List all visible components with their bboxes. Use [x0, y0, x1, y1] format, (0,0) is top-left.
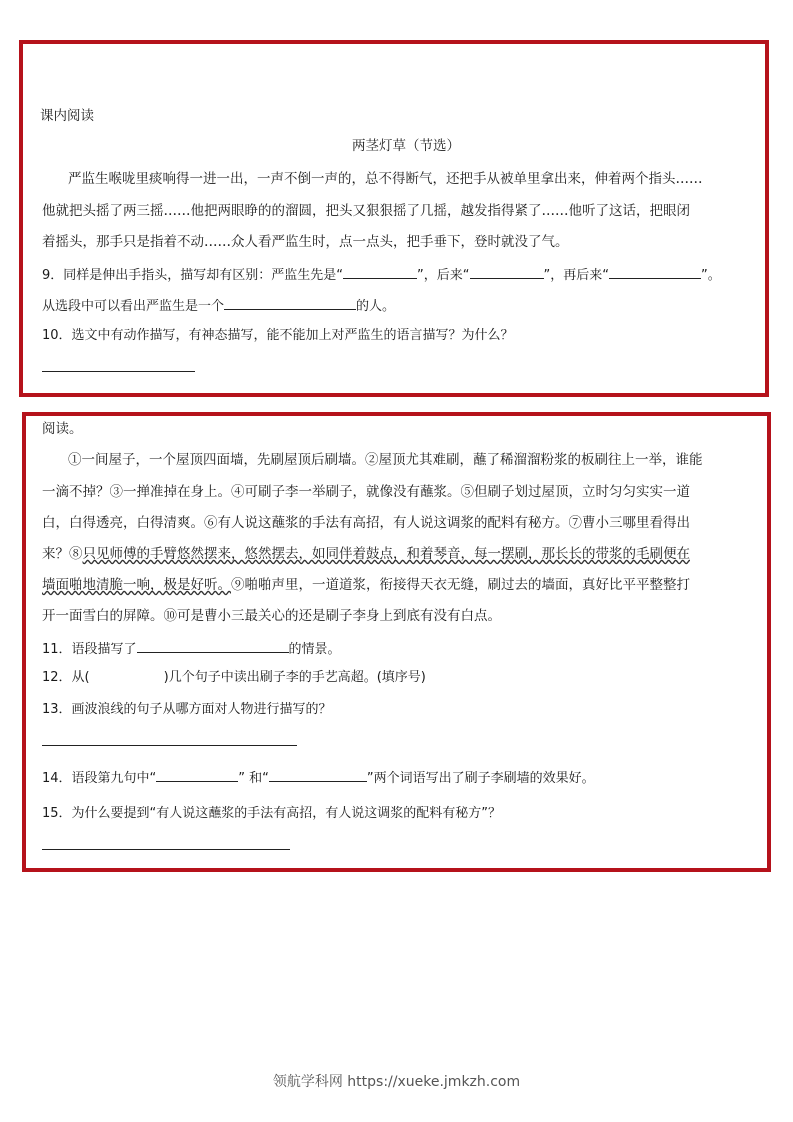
passage-title: 两茎灯草（节选）: [352, 138, 460, 154]
question-12: 12．从( )几个句子中读出刷子李的手艺高超。(填序号): [42, 670, 426, 685]
q9-blank-2[interactable]: [470, 264, 544, 279]
q14-blank-2[interactable]: [269, 767, 367, 782]
q15-answer-line[interactable]: [42, 849, 290, 850]
q9-blank-3[interactable]: [609, 264, 701, 279]
section1-heading: 课内阅读: [40, 108, 94, 124]
passage2-line1: ①一间屋子，一个屋顶四面墙，先刷屋顶后刷墙。②屋顶尤其难刷，蘸了稀溜溜粉浆的板刷往上一举，谁能: [68, 452, 703, 468]
wavy-sentence-part2: 墙面啪地清脆一响，极是好听。: [42, 577, 231, 593]
question-14: 14．语段第九句中“ ” 和“ ”两个词语写出了刷子李刷墙的效果好。: [42, 767, 595, 788]
question-9-line2: 从选段中可以看出严监生是一个 的人。: [42, 295, 395, 316]
passage2-line3: 白，白得透亮，白得清爽。⑥有人说这蘸浆的手法有高招，有人说这调浆的配料有秘方。⑦曹小三哪里看得出: [42, 515, 690, 531]
passage2-line5: 墙面啪地清脆一响，极是好听。⑨啪啪声里，一道道浆，衔接得天衣无缝，刷过去的墙面，真好比平平整整打: [42, 577, 690, 593]
question-9: 9．同样是伸出手指头，描写却有区别：严监生先是“ ”，后来“ ”，再后来“ ”。: [42, 264, 721, 285]
question-11: 11．语段描写了 的情景。: [42, 638, 341, 659]
section2-heading: 阅读。: [42, 421, 83, 437]
passage1-line2: 他就把头摇了两三摇……他把两眼睁的的溜圆，把头又狠狠摇了几摇，越发指得紧了……他听了这话，把眼闭: [42, 203, 690, 219]
q11-blank[interactable]: [137, 638, 289, 653]
q9-blank-1[interactable]: [343, 264, 417, 279]
question-10: 10．选文中有动作描写，有神态描写，能不能加上对严监生的语言描写？为什么？: [42, 328, 514, 343]
passage2-line4: 来？⑧只见师傅的手臂悠然摆来，悠然摆去，如同伴着鼓点，和着琴音，每一摆刷，那长长的带浆的毛刷便在: [42, 546, 690, 562]
passage2-line2: 一滴不掉？③一掸准掉在身上。④可刷子李一举刷子，就像没有蘸浆。⑤但刷子划过屋顶，立时匀匀实实一道: [42, 484, 690, 500]
q13-answer-line[interactable]: [42, 745, 297, 746]
passage1-line3: 着摇头，那手只是指着不动……众人看严监生时，点一点头，把手垂下，登时就没了气。: [42, 234, 569, 250]
q14-blank-1[interactable]: [156, 767, 238, 782]
passage1-line1: 严监生喉咙里痰响得一进一出，一声不倒一声的，总不得断气，还把手从被单里拿出来，伸着两个指头……: [68, 171, 703, 187]
question-15: 15．为什么要提到“有人说这蘸浆的手法有高招，有人说这调浆的配料有秘方”？: [42, 806, 502, 821]
q9-blank-4[interactable]: [224, 295, 356, 310]
footer-watermark: 领航学科网 https://xueke.jmkzh.com: [272, 1074, 521, 1090]
passage2-line6: 开一面雪白的屏障。⑩可是曹小三最关心的还是刷子李身上到底有没有白点。: [42, 608, 501, 624]
q10-answer-line[interactable]: [42, 371, 195, 372]
wavy-sentence-part1: 只见师傅的手臂悠然摆来，悠然摆去，如同伴着鼓点，和着琴音，每一摆刷，那长长的带浆的毛刷便在: [82, 546, 690, 562]
question-13: 13．画波浪线的句子从哪方面对人物进行描写的？: [42, 702, 332, 717]
